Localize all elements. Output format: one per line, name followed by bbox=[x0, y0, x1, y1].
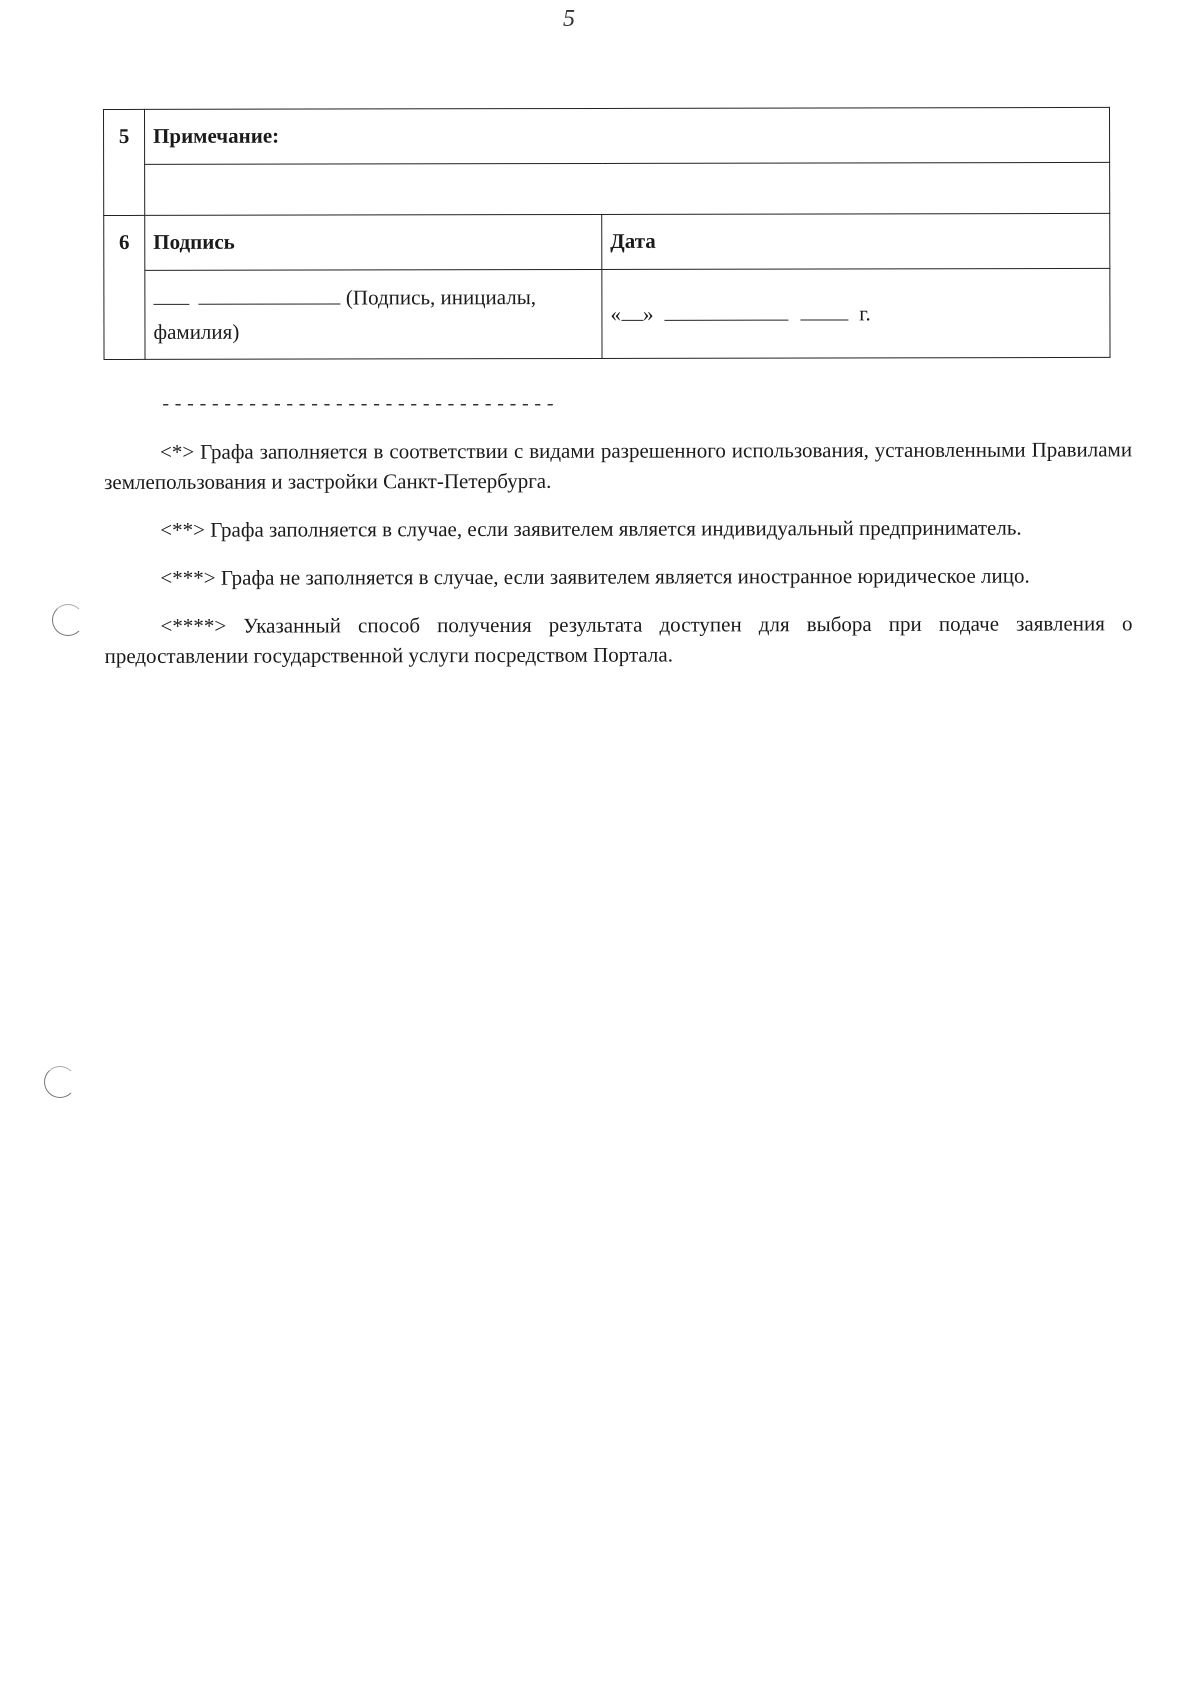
row-6-number: 6 bbox=[104, 215, 145, 359]
date-field bbox=[602, 268, 1110, 358]
footnote-1: <*> Графа заполняется в соответствии с видами разрешенного использования, установленными Правилами землепользования и застройки Санкт-Петербурга. bbox=[104, 437, 1133, 494]
row-5-value bbox=[104, 162, 1110, 215]
punch-hole-mark bbox=[44, 1066, 76, 1098]
signature-caption-b: фамилия) bbox=[153, 319, 240, 344]
signature-caption-a: (Подпись, инициалы, bbox=[345, 285, 537, 310]
signature-field bbox=[145, 269, 602, 359]
row-6-value bbox=[104, 268, 1110, 359]
signature-heading: Подпись bbox=[145, 214, 602, 270]
application-form-table bbox=[103, 107, 1111, 360]
footnote-separator: -------------------------------- bbox=[160, 394, 557, 416]
date-day-blank bbox=[621, 300, 643, 321]
date-month-blank bbox=[665, 300, 789, 321]
row-5-header bbox=[104, 107, 1110, 164]
date-heading: Дата bbox=[602, 213, 1110, 269]
date-close-quote: » bbox=[642, 301, 654, 326]
footnote-4: <****> Указанный способ получения результата доступен для выбора при подаче заявления о предоставлении государственной услуги посредством Портала. bbox=[104, 611, 1133, 668]
date-year-blank bbox=[800, 299, 848, 320]
signature-blank-long bbox=[199, 284, 341, 305]
note-heading: Примечание: bbox=[145, 107, 1110, 164]
note-field bbox=[145, 162, 1110, 215]
year-suffix: г. bbox=[859, 301, 871, 326]
page-number: 5 bbox=[563, 6, 575, 32]
footnotes bbox=[104, 434, 1133, 689]
row-5-number: 5 bbox=[104, 109, 145, 215]
punch-hole-mark bbox=[52, 604, 84, 636]
date-open-quote: « bbox=[610, 301, 621, 326]
row-6-header bbox=[104, 213, 1110, 270]
signature-blank-short bbox=[153, 284, 189, 305]
footnote-3: <***> Графа не заполняется в случае, если заявителем является иностранное юридическое лицо. bbox=[160, 563, 1030, 590]
footnote-2: <**> Графа заполняется в случае, если заявителем является индивидуальный предприниматель. bbox=[160, 515, 1022, 542]
